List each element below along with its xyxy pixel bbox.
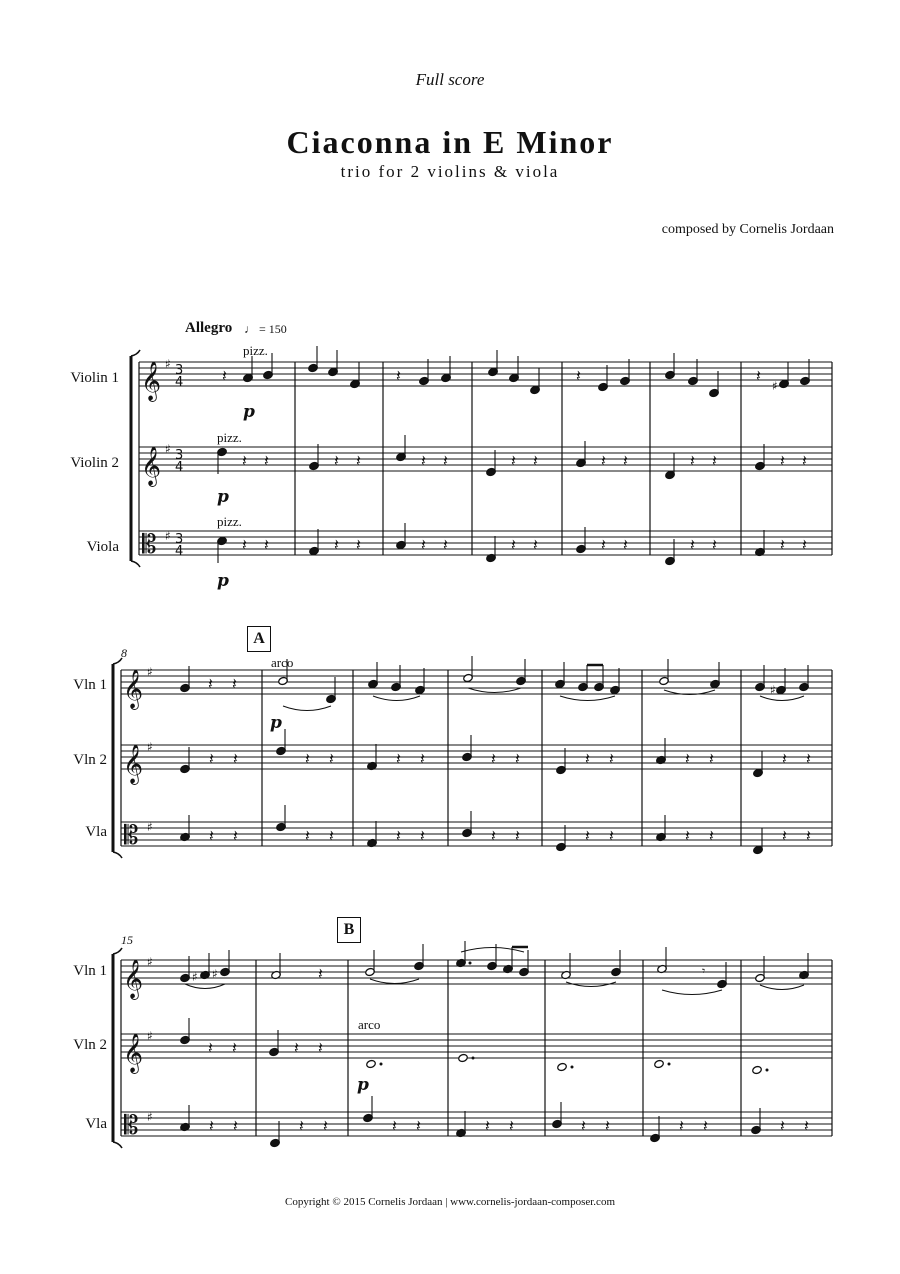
- time-sig-denominator: 4: [175, 460, 184, 475]
- copyright-footer: Copyright © 2015 Cornelis Jordaan | www.cornelis-jordaan-composer.com: [285, 1196, 615, 1208]
- quarter-rest: 𝄽: [318, 964, 323, 983]
- slur: [760, 696, 804, 701]
- key-sharp-icon: ♯: [147, 740, 153, 754]
- key-sharp-icon: ♯: [147, 820, 153, 834]
- quarter-rest: 𝄽: [576, 366, 581, 385]
- quarter-rest: 𝄽: [690, 535, 695, 554]
- quarter-rest: 𝄽: [222, 366, 227, 385]
- rehearsal-mark-a: A: [247, 626, 271, 652]
- time-sig-numerator: 3: [175, 532, 184, 547]
- quarter-rest: 𝄽: [780, 451, 785, 470]
- quarter-rest: 𝄽: [804, 1116, 809, 1135]
- bracket-hook: [113, 852, 122, 858]
- bracket-hook: [113, 948, 122, 954]
- quarter-rest: 𝄽: [396, 749, 401, 768]
- quarter-rest: 𝄽: [443, 451, 448, 470]
- quarter-rest: 𝄽: [396, 826, 401, 845]
- quarter-rest: 𝄽: [601, 535, 606, 554]
- dot: [472, 1057, 475, 1060]
- dot: [668, 1063, 671, 1066]
- key-sharp-icon: ♯: [147, 665, 153, 679]
- quarter-rest: 𝄽: [585, 826, 590, 845]
- quarter-rest: 𝄽: [329, 749, 334, 768]
- quarter-rest: 𝄽: [581, 1116, 586, 1135]
- slur: [283, 706, 331, 711]
- treble-clef-icon: 𝄞: [123, 959, 144, 999]
- quarter-rest: 𝄽: [209, 749, 214, 768]
- alto-clef-icon: 𝄡: [124, 1111, 139, 1141]
- quarter-rest: 𝄽: [609, 749, 614, 768]
- quarter-rest: 𝄽: [299, 1116, 304, 1135]
- slur: [370, 979, 419, 984]
- quarter-rest: 𝄽: [712, 451, 717, 470]
- quarter-rest: 𝄽: [318, 1038, 323, 1057]
- quarter-rest: 𝄽: [533, 451, 538, 470]
- measure-number-8: 8: [121, 646, 127, 660]
- key-sharp-icon: ♯: [165, 529, 171, 543]
- dynamic-p-viola: p: [217, 571, 229, 591]
- dot: [571, 1066, 574, 1069]
- quarter-rest: 𝄽: [491, 749, 496, 768]
- quarter-rest: 𝄽: [685, 826, 690, 845]
- treble-clef-icon: 𝄞: [123, 744, 144, 784]
- quarter-rest: 𝄽: [294, 1038, 299, 1057]
- quarter-rest: 𝄽: [305, 749, 310, 768]
- quarter-rest: 𝄽: [421, 535, 426, 554]
- quarter-rest: 𝄽: [685, 749, 690, 768]
- slur: [373, 696, 420, 701]
- quarter-rest: 𝄽: [421, 451, 426, 470]
- quarter-rest: 𝄽: [233, 1116, 238, 1135]
- dotted-half-note: [366, 1059, 377, 1068]
- bracket-hook: [131, 561, 140, 567]
- quarter-rest: 𝄽: [334, 535, 339, 554]
- dynamic-p-violin1: p: [243, 402, 255, 422]
- direction-pizz-violin1: pizz.: [243, 343, 268, 358]
- dynamic-p-violin2: p: [217, 487, 229, 507]
- quarter-note-icon: ♩: [244, 322, 256, 336]
- alto-clef-icon: 𝄡: [124, 821, 139, 851]
- key-sharp-icon: ♯: [147, 955, 153, 969]
- quarter-rest: 𝄽: [242, 451, 247, 470]
- metronome-value: = 150: [259, 322, 287, 336]
- quarter-rest: 𝄽: [491, 826, 496, 845]
- quarter-rest: 𝄽: [305, 826, 310, 845]
- slur: [662, 990, 722, 995]
- dotted-half-note: [557, 1062, 568, 1071]
- dotted-half-note: [752, 1065, 763, 1074]
- time-sig-numerator: 3: [175, 363, 184, 378]
- quarter-rest: 𝄽: [416, 1116, 421, 1135]
- quarter-rest: 𝄽: [396, 366, 401, 385]
- quarter-rest: 𝄽: [782, 826, 787, 845]
- quarter-rest: 𝄽: [712, 535, 717, 554]
- quarter-rest: 𝄽: [802, 535, 807, 554]
- accidental-sharp-icon: ♯: [770, 683, 776, 697]
- score-type-label: Full score: [415, 70, 485, 89]
- piece-title: Ciaconna in E Minor: [286, 124, 614, 160]
- bracket-hook: [113, 658, 122, 664]
- slur: [760, 985, 804, 990]
- measure-number-15: 15: [121, 933, 133, 947]
- instrument-label-vln2-b: Vln 2: [73, 1037, 107, 1053]
- accidental-sharp-icon: ♯: [212, 967, 218, 981]
- direction-arco-a: arco: [271, 655, 294, 670]
- bracket-hook: [131, 350, 140, 356]
- quarter-rest: 𝄽: [209, 826, 214, 845]
- accidental-sharp-icon: ♯: [192, 970, 198, 984]
- quarter-rest: 𝄽: [356, 535, 361, 554]
- quarter-rest: 𝄽: [443, 535, 448, 554]
- quarter-rest: 𝄽: [585, 749, 590, 768]
- dot: [380, 1063, 383, 1066]
- time-sig-denominator: 4: [175, 375, 184, 390]
- bracket-hook: [113, 1142, 122, 1148]
- quarter-rest: 𝄽: [208, 1038, 213, 1057]
- quarter-rest: 𝄽: [623, 535, 628, 554]
- quarter-rest: 𝄽: [323, 1116, 328, 1135]
- quarter-rest: 𝄽: [515, 826, 520, 845]
- quarter-rest: 𝄽: [780, 535, 785, 554]
- quarter-rest: 𝄽: [233, 826, 238, 845]
- instrument-label-viola: Viola: [86, 539, 119, 555]
- quarter-rest: 𝄽: [780, 1116, 785, 1135]
- accidental-sharp-icon: ♯: [772, 379, 778, 393]
- quarter-rest: 𝄽: [392, 1116, 397, 1135]
- dot: [469, 962, 472, 965]
- treble-clef-icon: 𝄞: [141, 361, 162, 401]
- instrument-label-violin2: Violin 2: [70, 455, 119, 471]
- piece-subtitle: trio for 2 violins & viola: [340, 162, 560, 181]
- dynamic-p-b: p: [357, 1075, 369, 1095]
- eighth-rest: 𝄾: [702, 964, 706, 978]
- quarter-rest: 𝄽: [509, 1116, 514, 1135]
- alto-clef-icon: 𝄡: [142, 530, 157, 560]
- quarter-rest: 𝄽: [623, 451, 628, 470]
- time-sig-numerator: 3: [175, 448, 184, 463]
- slur: [185, 984, 225, 989]
- quarter-rest: 𝄽: [806, 749, 811, 768]
- quarter-rest: 𝄽: [756, 366, 761, 385]
- quarter-rest: 𝄽: [605, 1116, 610, 1135]
- quarter-rest: 𝄽: [242, 535, 247, 554]
- quarter-rest: 𝄽: [208, 674, 213, 693]
- key-sharp-icon: ♯: [165, 357, 171, 371]
- instrument-label-vln1: Vln 1: [73, 677, 107, 693]
- quarter-rest: 𝄽: [420, 826, 425, 845]
- treble-clef-icon: 𝄞: [123, 669, 144, 709]
- quarter-rest: 𝄽: [533, 535, 538, 554]
- quarter-rest: 𝄽: [329, 826, 334, 845]
- composer-credit: composed by Cornelis Jordaan: [661, 222, 834, 237]
- quarter-rest: 𝄽: [806, 826, 811, 845]
- dot: [766, 1069, 769, 1072]
- quarter-rest: 𝄽: [485, 1116, 490, 1135]
- direction-pizz-violin2: pizz.: [217, 430, 242, 445]
- quarter-rest: 𝄽: [264, 451, 269, 470]
- quarter-rest: 𝄽: [601, 451, 606, 470]
- quarter-rest: 𝄽: [264, 535, 269, 554]
- tempo-marking: Allegro: [185, 320, 233, 336]
- dynamic-p-a: p: [270, 713, 282, 733]
- rehearsal-mark-b: B: [337, 917, 361, 943]
- instrument-label-vln2: Vln 2: [73, 752, 107, 768]
- slur: [560, 696, 615, 701]
- quarter-rest: 𝄽: [709, 749, 714, 768]
- quarter-rest: 𝄽: [334, 451, 339, 470]
- key-sharp-icon: ♯: [147, 1110, 153, 1124]
- quarter-rest: 𝄽: [515, 749, 520, 768]
- key-sharp-icon: ♯: [147, 1029, 153, 1043]
- instrument-label-vla-b: Vla: [85, 1116, 107, 1132]
- instrument-label-vla: Vla: [85, 824, 107, 840]
- quarter-rest: 𝄽: [209, 1116, 214, 1135]
- treble-clef-icon: 𝄞: [123, 1033, 144, 1073]
- time-sig-denominator: 4: [175, 544, 184, 559]
- quarter-rest: 𝄽: [709, 826, 714, 845]
- quarter-rest: 𝄽: [420, 749, 425, 768]
- dotted-half-note: [458, 1053, 469, 1062]
- key-sharp-icon: ♯: [165, 442, 171, 456]
- quarter-rest: 𝄽: [782, 749, 787, 768]
- quarter-rest: 𝄽: [232, 674, 237, 693]
- quarter-rest: 𝄽: [232, 1038, 237, 1057]
- direction-pizz-viola: pizz.: [217, 514, 242, 529]
- quarter-rest: 𝄽: [609, 826, 614, 845]
- quarter-rest: 𝄽: [679, 1116, 684, 1135]
- quarter-rest: 𝄽: [511, 535, 516, 554]
- quarter-rest: 𝄽: [703, 1116, 708, 1135]
- quarter-rest: 𝄽: [356, 451, 361, 470]
- direction-arco-b: arco: [358, 1017, 381, 1032]
- quarter-rest: 𝄽: [802, 451, 807, 470]
- quarter-rest: 𝄽: [690, 451, 695, 470]
- treble-clef-icon: 𝄞: [141, 446, 162, 486]
- quarter-rest: 𝄽: [511, 451, 516, 470]
- quarter-rest: 𝄽: [233, 749, 238, 768]
- instrument-label-vln1-b: Vln 1: [73, 963, 107, 979]
- instrument-label-violin1: Violin 1: [70, 370, 119, 386]
- dotted-half-note: [654, 1059, 665, 1068]
- slur: [468, 688, 521, 693]
